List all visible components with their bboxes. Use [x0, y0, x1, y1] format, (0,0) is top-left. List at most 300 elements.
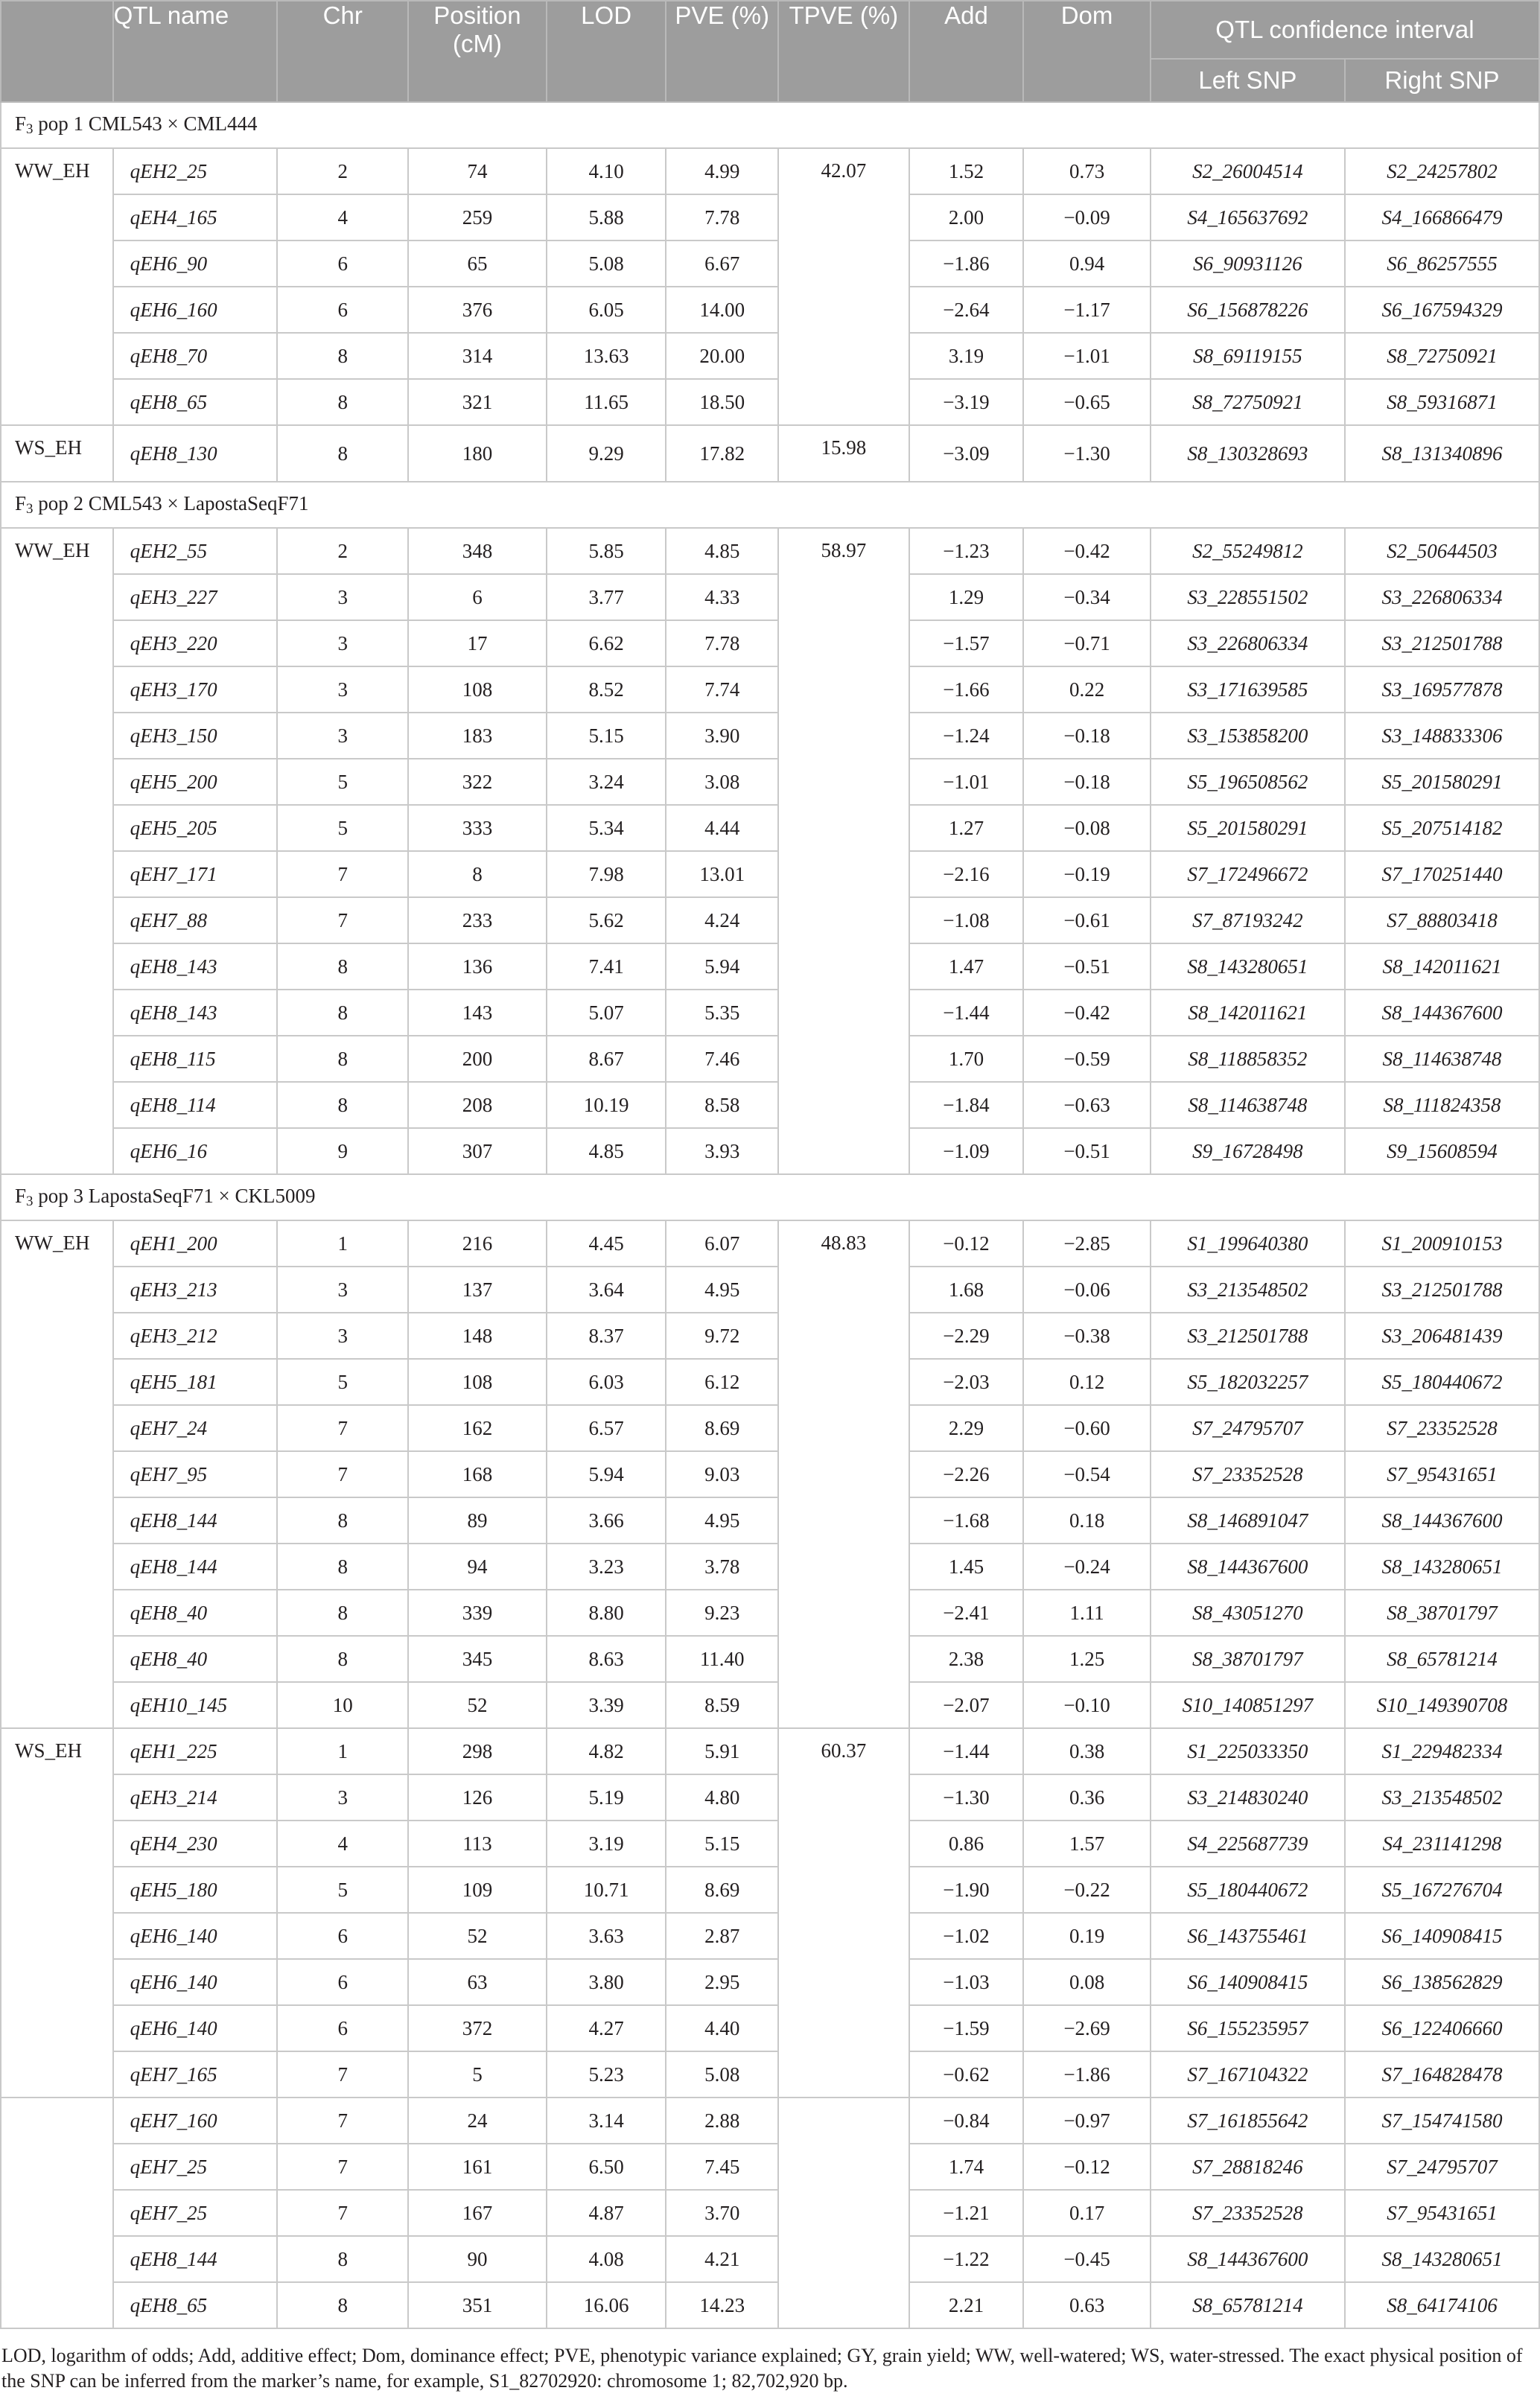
position-cell: 161	[408, 2144, 547, 2190]
right-snp-cell: S5_201580291	[1345, 759, 1539, 805]
chr-cell: 3	[277, 1774, 408, 1821]
tpve-cell: 58.97	[778, 528, 909, 1174]
position-cell: 108	[408, 666, 547, 713]
dom-cell: −0.12	[1023, 2144, 1151, 2190]
table-row	[1, 1821, 1539, 1867]
table-row	[1, 2190, 1539, 2236]
qtl-name-cell: qEH8_65	[113, 2282, 278, 2328]
chr-cell: 8	[277, 333, 408, 379]
left-snp-cell: S3_226806334	[1151, 620, 1345, 666]
chr-cell: 8	[277, 425, 408, 482]
position-cell: 63	[408, 1959, 547, 2005]
table-row	[1, 897, 1539, 943]
right-snp-cell: S3_148833306	[1345, 713, 1539, 759]
add-cell: −1.21	[909, 2190, 1024, 2236]
lod-cell: 8.67	[547, 1036, 666, 1082]
chr-cell: 3	[277, 574, 408, 620]
header-chr: Chr	[277, 1, 408, 102]
qtl-name-cell: qEH7_25	[113, 2144, 278, 2190]
right-snp-cell: S8_72750921	[1345, 333, 1539, 379]
add-cell: 2.00	[909, 194, 1024, 241]
table-body	[1, 102, 1539, 2328]
add-cell: 1.29	[909, 574, 1024, 620]
pve-cell: 20.00	[666, 333, 778, 379]
qtl-name-cell: qEH5_205	[113, 805, 278, 851]
lod-cell: 5.85	[547, 528, 666, 574]
chr-cell: 5	[277, 1359, 408, 1405]
add-cell: −2.64	[909, 287, 1024, 333]
right-snp-cell: S9_15608594	[1345, 1128, 1539, 1174]
dom-cell: 0.17	[1023, 2190, 1151, 2236]
left-snp-cell: S1_225033350	[1151, 1728, 1345, 1774]
table-row	[1, 1359, 1539, 1405]
right-snp-cell: S3_212501788	[1345, 1267, 1539, 1313]
pve-cell: 4.21	[666, 2236, 778, 2282]
chr-cell: 5	[277, 805, 408, 851]
position-cell: 314	[408, 333, 547, 379]
add-cell: −1.24	[909, 713, 1024, 759]
add-cell: 1.52	[909, 148, 1024, 194]
left-snp-cell: S9_16728498	[1151, 1128, 1345, 1174]
position-cell: 126	[408, 1774, 547, 1821]
lod-cell: 6.03	[547, 1359, 666, 1405]
add-cell: 3.19	[909, 333, 1024, 379]
right-snp-cell: S4_166866479	[1345, 194, 1539, 241]
table-row	[1, 2005, 1539, 2051]
right-snp-cell: S8_114638748	[1345, 1036, 1539, 1082]
pve-cell: 5.35	[666, 990, 778, 1036]
pve-cell: 7.45	[666, 2144, 778, 2190]
dom-cell: −0.51	[1023, 1128, 1151, 1174]
qtl-name-cell: qEH7_95	[113, 1451, 278, 1497]
lod-cell: 3.80	[547, 1959, 666, 2005]
header-confidence-interval: QTL confidence interval	[1151, 1, 1539, 59]
add-cell: −1.44	[909, 990, 1024, 1036]
dom-cell: −0.61	[1023, 897, 1151, 943]
header-lod: LOD	[547, 1, 666, 102]
lod-cell: 4.87	[547, 2190, 666, 2236]
dom-cell: −0.09	[1023, 194, 1151, 241]
position-cell: 208	[408, 1082, 547, 1128]
lod-cell: 8.37	[547, 1313, 666, 1359]
qtl-name-cell: qEH8_143	[113, 990, 278, 1036]
chr-cell: 2	[277, 148, 408, 194]
right-snp-cell: S7_164828478	[1345, 2051, 1539, 2098]
add-cell: −0.84	[909, 2098, 1024, 2144]
qtl-name-cell: qEH3_214	[113, 1774, 278, 1821]
left-snp-cell: S6_155235957	[1151, 2005, 1345, 2051]
table-row	[1, 759, 1539, 805]
add-cell: −1.86	[909, 241, 1024, 287]
qtl-name-cell: qEH7_171	[113, 851, 278, 897]
pve-cell: 5.91	[666, 1728, 778, 1774]
add-cell: −1.44	[909, 1728, 1024, 1774]
lod-cell: 4.27	[547, 2005, 666, 2051]
right-snp-cell: S5_207514182	[1345, 805, 1539, 851]
left-snp-cell: S6_143755461	[1151, 1913, 1345, 1959]
position-cell: 307	[408, 1128, 547, 1174]
left-snp-cell: S7_87193242	[1151, 897, 1345, 943]
population-row	[1, 482, 1539, 528]
table-row	[1, 1128, 1539, 1174]
chr-cell: 2	[277, 528, 408, 574]
chr-cell: 8	[277, 1497, 408, 1544]
right-snp-cell: S8_144367600	[1345, 1497, 1539, 1544]
pve-cell: 14.23	[666, 2282, 778, 2328]
qtl-name-cell: qEH7_24	[113, 1405, 278, 1451]
add-cell: 1.45	[909, 1544, 1024, 1590]
table-row	[1, 2236, 1539, 2282]
position-cell: 216	[408, 1220, 547, 1267]
lod-cell: 16.06	[547, 2282, 666, 2328]
add-cell: 1.27	[909, 805, 1024, 851]
lod-cell: 4.10	[547, 148, 666, 194]
chr-cell: 8	[277, 379, 408, 425]
table-row	[1, 1451, 1539, 1497]
position-cell: 162	[408, 1405, 547, 1451]
pve-cell: 4.40	[666, 2005, 778, 2051]
lod-cell: 8.80	[547, 1590, 666, 1636]
table-header	[1, 1, 1539, 102]
dom-cell: −2.69	[1023, 2005, 1151, 2051]
pve-cell: 9.72	[666, 1313, 778, 1359]
left-snp-cell: S6_90931126	[1151, 241, 1345, 287]
chr-cell: 6	[277, 1959, 408, 2005]
dom-cell: −0.42	[1023, 990, 1151, 1036]
dom-cell: 0.22	[1023, 666, 1151, 713]
table-row	[1, 2282, 1539, 2328]
table-row	[1, 148, 1539, 194]
dom-cell: −1.01	[1023, 333, 1151, 379]
right-snp-cell: S3_226806334	[1345, 574, 1539, 620]
lod-cell: 8.63	[547, 1636, 666, 1682]
add-cell: 2.38	[909, 1636, 1024, 1682]
chr-cell: 5	[277, 1867, 408, 1913]
pve-cell: 13.01	[666, 851, 778, 897]
lod-cell: 7.41	[547, 943, 666, 990]
table-row	[1, 333, 1539, 379]
lod-cell: 5.62	[547, 897, 666, 943]
add-cell: −2.07	[909, 1682, 1024, 1728]
left-snp-cell: S7_161855642	[1151, 2098, 1345, 2144]
dom-cell: −0.38	[1023, 1313, 1151, 1359]
header-tpve: TPVE (%)	[778, 1, 909, 102]
table-row	[1, 574, 1539, 620]
dom-cell: 0.63	[1023, 2282, 1151, 2328]
right-snp-cell: S3_206481439	[1345, 1313, 1539, 1359]
population-label-text: pop 2 CML543 × LapostaSeqF71	[33, 492, 309, 515]
right-snp-cell: S3_169577878	[1345, 666, 1539, 713]
table-footnote: LOD, logarithm of odds; Add, additive effect; Dom, dominance effect; PVE, phenotypic variance explained; GY, grain yield; WW, well-watered; WS, water-stressed. The exact physical position of the SNP can be inferred from the marker’s name, for example, S1_82702920: chromosome 1; 82,702,920 bp.	[1, 2345, 1523, 2392]
dom-cell: −1.17	[1023, 287, 1151, 333]
dom-cell: 1.25	[1023, 1636, 1151, 1682]
dom-cell: −0.71	[1023, 620, 1151, 666]
left-snp-cell: S8_114638748	[1151, 1082, 1345, 1128]
header-add: Add	[909, 1, 1024, 102]
add-cell: 1.74	[909, 2144, 1024, 2190]
header-position: Position (cM)	[408, 1, 547, 102]
right-snp-cell: S6_122406660	[1345, 2005, 1539, 2051]
left-snp-cell: S3_213548502	[1151, 1267, 1345, 1313]
chr-cell: 8	[277, 1544, 408, 1590]
add-cell: −1.57	[909, 620, 1024, 666]
pve-cell: 2.87	[666, 1913, 778, 1959]
table-row	[1, 666, 1539, 713]
lod-cell: 3.77	[547, 574, 666, 620]
right-snp-cell: S7_88803418	[1345, 897, 1539, 943]
lod-cell: 11.65	[547, 379, 666, 425]
lod-cell: 5.23	[547, 2051, 666, 2098]
add-cell: −0.62	[909, 2051, 1024, 2098]
qtl-name-cell: qEH8_143	[113, 943, 278, 990]
pve-cell: 17.82	[666, 425, 778, 482]
table-row	[1, 528, 1539, 574]
qtl-name-cell: qEH8_130	[113, 425, 278, 482]
position-cell: 348	[408, 528, 547, 574]
add-cell: −1.09	[909, 1128, 1024, 1174]
trait-cell: WS_EH	[1, 1728, 113, 2098]
pve-cell: 5.94	[666, 943, 778, 990]
qtl-name-cell: qEH6_160	[113, 287, 278, 333]
left-snp-cell: S5_182032257	[1151, 1359, 1345, 1405]
right-snp-cell: S4_231141298	[1345, 1821, 1539, 1867]
left-snp-cell: S6_140908415	[1151, 1959, 1345, 2005]
pve-cell: 4.95	[666, 1267, 778, 1313]
add-cell: 1.47	[909, 943, 1024, 990]
left-snp-cell: S7_172496672	[1151, 851, 1345, 897]
pve-cell: 4.95	[666, 1497, 778, 1544]
right-snp-cell: S8_38701797	[1345, 1590, 1539, 1636]
lod-cell: 5.19	[547, 1774, 666, 1821]
pve-cell: 4.33	[666, 574, 778, 620]
lod-cell: 3.63	[547, 1913, 666, 1959]
lod-cell: 6.62	[547, 620, 666, 666]
qtl-name-cell: qEH4_165	[113, 194, 278, 241]
chr-cell: 6	[277, 2005, 408, 2051]
left-snp-cell: S1_199640380	[1151, 1220, 1345, 1267]
pve-cell: 4.99	[666, 148, 778, 194]
table-row	[1, 194, 1539, 241]
dom-cell: −0.18	[1023, 713, 1151, 759]
lod-cell: 5.94	[547, 1451, 666, 1497]
left-snp-cell: S4_225687739	[1151, 1821, 1345, 1867]
table-row	[1, 425, 1539, 482]
dom-cell: −2.85	[1023, 1220, 1151, 1267]
pve-cell: 4.80	[666, 1774, 778, 1821]
trait-cell: WW_EH	[1, 1220, 113, 1728]
dom-cell: 1.57	[1023, 1821, 1151, 1867]
add-cell: −1.66	[909, 666, 1024, 713]
pve-cell: 3.70	[666, 2190, 778, 2236]
right-snp-cell: S1_200910153	[1345, 1220, 1539, 1267]
table-row	[1, 1405, 1539, 1451]
pve-cell: 4.85	[666, 528, 778, 574]
dom-cell: 0.73	[1023, 148, 1151, 194]
dom-cell: −0.34	[1023, 574, 1151, 620]
table-row	[1, 1267, 1539, 1313]
left-snp-cell: S3_153858200	[1151, 713, 1345, 759]
position-cell: 168	[408, 1451, 547, 1497]
dom-cell: 1.11	[1023, 1590, 1151, 1636]
table-row	[1, 1590, 1539, 1636]
population-label	[1, 482, 1539, 528]
population-label	[1, 1174, 1539, 1220]
position-cell: 65	[408, 241, 547, 287]
chr-cell: 8	[277, 1036, 408, 1082]
chr-cell: 1	[277, 1220, 408, 1267]
position-cell: 167	[408, 2190, 547, 2236]
header-right-snp: Right SNP	[1345, 59, 1539, 102]
add-cell: −1.59	[909, 2005, 1024, 2051]
table-row	[1, 1220, 1539, 1267]
table-row	[1, 2051, 1539, 2098]
dom-cell: −0.97	[1023, 2098, 1151, 2144]
chr-cell: 7	[277, 897, 408, 943]
position-cell: 52	[408, 1913, 547, 1959]
lod-cell: 6.50	[547, 2144, 666, 2190]
lod-cell: 3.19	[547, 1821, 666, 1867]
pve-cell: 3.93	[666, 1128, 778, 1174]
chr-cell: 5	[277, 759, 408, 805]
dom-cell: −0.08	[1023, 805, 1151, 851]
right-snp-cell: S10_149390708	[1345, 1682, 1539, 1728]
pve-cell: 8.59	[666, 1682, 778, 1728]
lod-cell: 9.29	[547, 425, 666, 482]
add-cell: 0.86	[909, 1821, 1024, 1867]
left-snp-cell: S7_167104322	[1151, 2051, 1345, 2098]
add-cell: −1.08	[909, 897, 1024, 943]
position-cell: 24	[408, 2098, 547, 2144]
qtl-name-cell: qEH8_144	[113, 1497, 278, 1544]
position-cell: 351	[408, 2282, 547, 2328]
dom-cell: −0.63	[1023, 1082, 1151, 1128]
left-snp-cell: S5_180440672	[1151, 1867, 1345, 1913]
qtl-name-cell: qEH3_227	[113, 574, 278, 620]
right-snp-cell: S6_140908415	[1345, 1913, 1539, 1959]
population-label-prefix: F	[15, 1185, 27, 1208]
lod-cell: 13.63	[547, 333, 666, 379]
dom-cell: −0.45	[1023, 2236, 1151, 2282]
qtl-name-cell: qEH8_115	[113, 1036, 278, 1082]
left-snp-cell: S2_55249812	[1151, 528, 1345, 574]
left-snp-cell: S8_72750921	[1151, 379, 1345, 425]
header-qtl-name: QTL name	[113, 1, 278, 102]
qtl-name-cell: qEH3_220	[113, 620, 278, 666]
header-dom: Dom	[1023, 1, 1151, 102]
position-cell: 6	[408, 574, 547, 620]
right-snp-cell: S5_180440672	[1345, 1359, 1539, 1405]
chr-cell: 3	[277, 1313, 408, 1359]
add-cell: −1.90	[909, 1867, 1024, 1913]
left-snp-cell: S8_144367600	[1151, 2236, 1345, 2282]
qtl-name-cell: qEH3_212	[113, 1313, 278, 1359]
pve-cell: 6.67	[666, 241, 778, 287]
lod-cell: 6.57	[547, 1405, 666, 1451]
population-label-prefix: F	[15, 492, 27, 515]
right-snp-cell: S7_170251440	[1345, 851, 1539, 897]
add-cell: −1.23	[909, 528, 1024, 574]
trait-cell: WW_EH	[1, 148, 113, 425]
qtl-name-cell: qEH5_180	[113, 1867, 278, 1913]
dom-cell: −0.60	[1023, 1405, 1151, 1451]
lod-cell: 4.45	[547, 1220, 666, 1267]
left-snp-cell: S3_214830240	[1151, 1774, 1345, 1821]
table-row	[1, 1774, 1539, 1821]
population-label-text: pop 3 LapostaSeqF71 × CKL5009	[33, 1185, 316, 1208]
position-cell: 136	[408, 943, 547, 990]
lod-cell: 4.82	[547, 1728, 666, 1774]
add-cell: 1.70	[909, 1036, 1024, 1082]
right-snp-cell: S7_24795707	[1345, 2144, 1539, 2190]
right-snp-cell: S6_138562829	[1345, 1959, 1539, 2005]
dom-cell: 0.94	[1023, 241, 1151, 287]
qtl-name-cell: qEH8_144	[113, 1544, 278, 1590]
trait-cell: WS_EH	[1, 425, 113, 482]
qtl-name-cell: qEH3_213	[113, 1267, 278, 1313]
chr-cell: 6	[277, 1913, 408, 1959]
pve-cell: 6.07	[666, 1220, 778, 1267]
right-snp-cell: S1_229482334	[1345, 1728, 1539, 1774]
pve-cell: 6.12	[666, 1359, 778, 1405]
chr-cell: 7	[277, 2051, 408, 2098]
lod-cell: 6.05	[547, 287, 666, 333]
left-snp-cell: S5_201580291	[1151, 805, 1345, 851]
chr-cell: 3	[277, 713, 408, 759]
lod-cell: 3.24	[547, 759, 666, 805]
population-label-text: pop 1 CML543 × CML444	[33, 112, 258, 136]
dom-cell: −0.19	[1023, 851, 1151, 897]
qtl-name-cell: qEH8_40	[113, 1636, 278, 1682]
chr-cell: 3	[277, 1267, 408, 1313]
pve-cell: 3.78	[666, 1544, 778, 1590]
pve-cell: 4.24	[666, 897, 778, 943]
table-row	[1, 713, 1539, 759]
chr-cell: 7	[277, 2144, 408, 2190]
left-snp-cell: S4_165637692	[1151, 194, 1345, 241]
qtl-name-cell: qEH1_225	[113, 1728, 278, 1774]
add-cell: −1.22	[909, 2236, 1024, 2282]
dom-cell: −0.59	[1023, 1036, 1151, 1082]
qtl-name-cell: qEH6_140	[113, 2005, 278, 2051]
position-cell: 345	[408, 1636, 547, 1682]
add-cell: −1.02	[909, 1913, 1024, 1959]
pve-cell: 9.03	[666, 1451, 778, 1497]
position-cell: 113	[408, 1821, 547, 1867]
dom-cell: 0.36	[1023, 1774, 1151, 1821]
left-snp-cell: S10_140851297	[1151, 1682, 1345, 1728]
dom-cell: 0.12	[1023, 1359, 1151, 1405]
left-snp-cell: S8_146891047	[1151, 1497, 1345, 1544]
lod-cell: 3.23	[547, 1544, 666, 1590]
dom-cell: −0.54	[1023, 1451, 1151, 1497]
right-snp-cell: S6_167594329	[1345, 287, 1539, 333]
position-cell: 180	[408, 425, 547, 482]
right-snp-cell: S8_131340896	[1345, 425, 1539, 482]
position-cell: 5	[408, 2051, 547, 2098]
right-snp-cell: S2_50644503	[1345, 528, 1539, 574]
table-row	[1, 805, 1539, 851]
position-cell: 89	[408, 1497, 547, 1544]
left-snp-cell: S8_69119155	[1151, 333, 1345, 379]
dom-cell: −0.51	[1023, 943, 1151, 990]
population-row	[1, 1174, 1539, 1220]
tpve-cell	[778, 2098, 909, 2328]
position-cell: 339	[408, 1590, 547, 1636]
table-row	[1, 1036, 1539, 1082]
qtl-name-cell: qEH7_88	[113, 897, 278, 943]
add-cell: 2.29	[909, 1405, 1024, 1451]
pve-cell: 8.69	[666, 1405, 778, 1451]
